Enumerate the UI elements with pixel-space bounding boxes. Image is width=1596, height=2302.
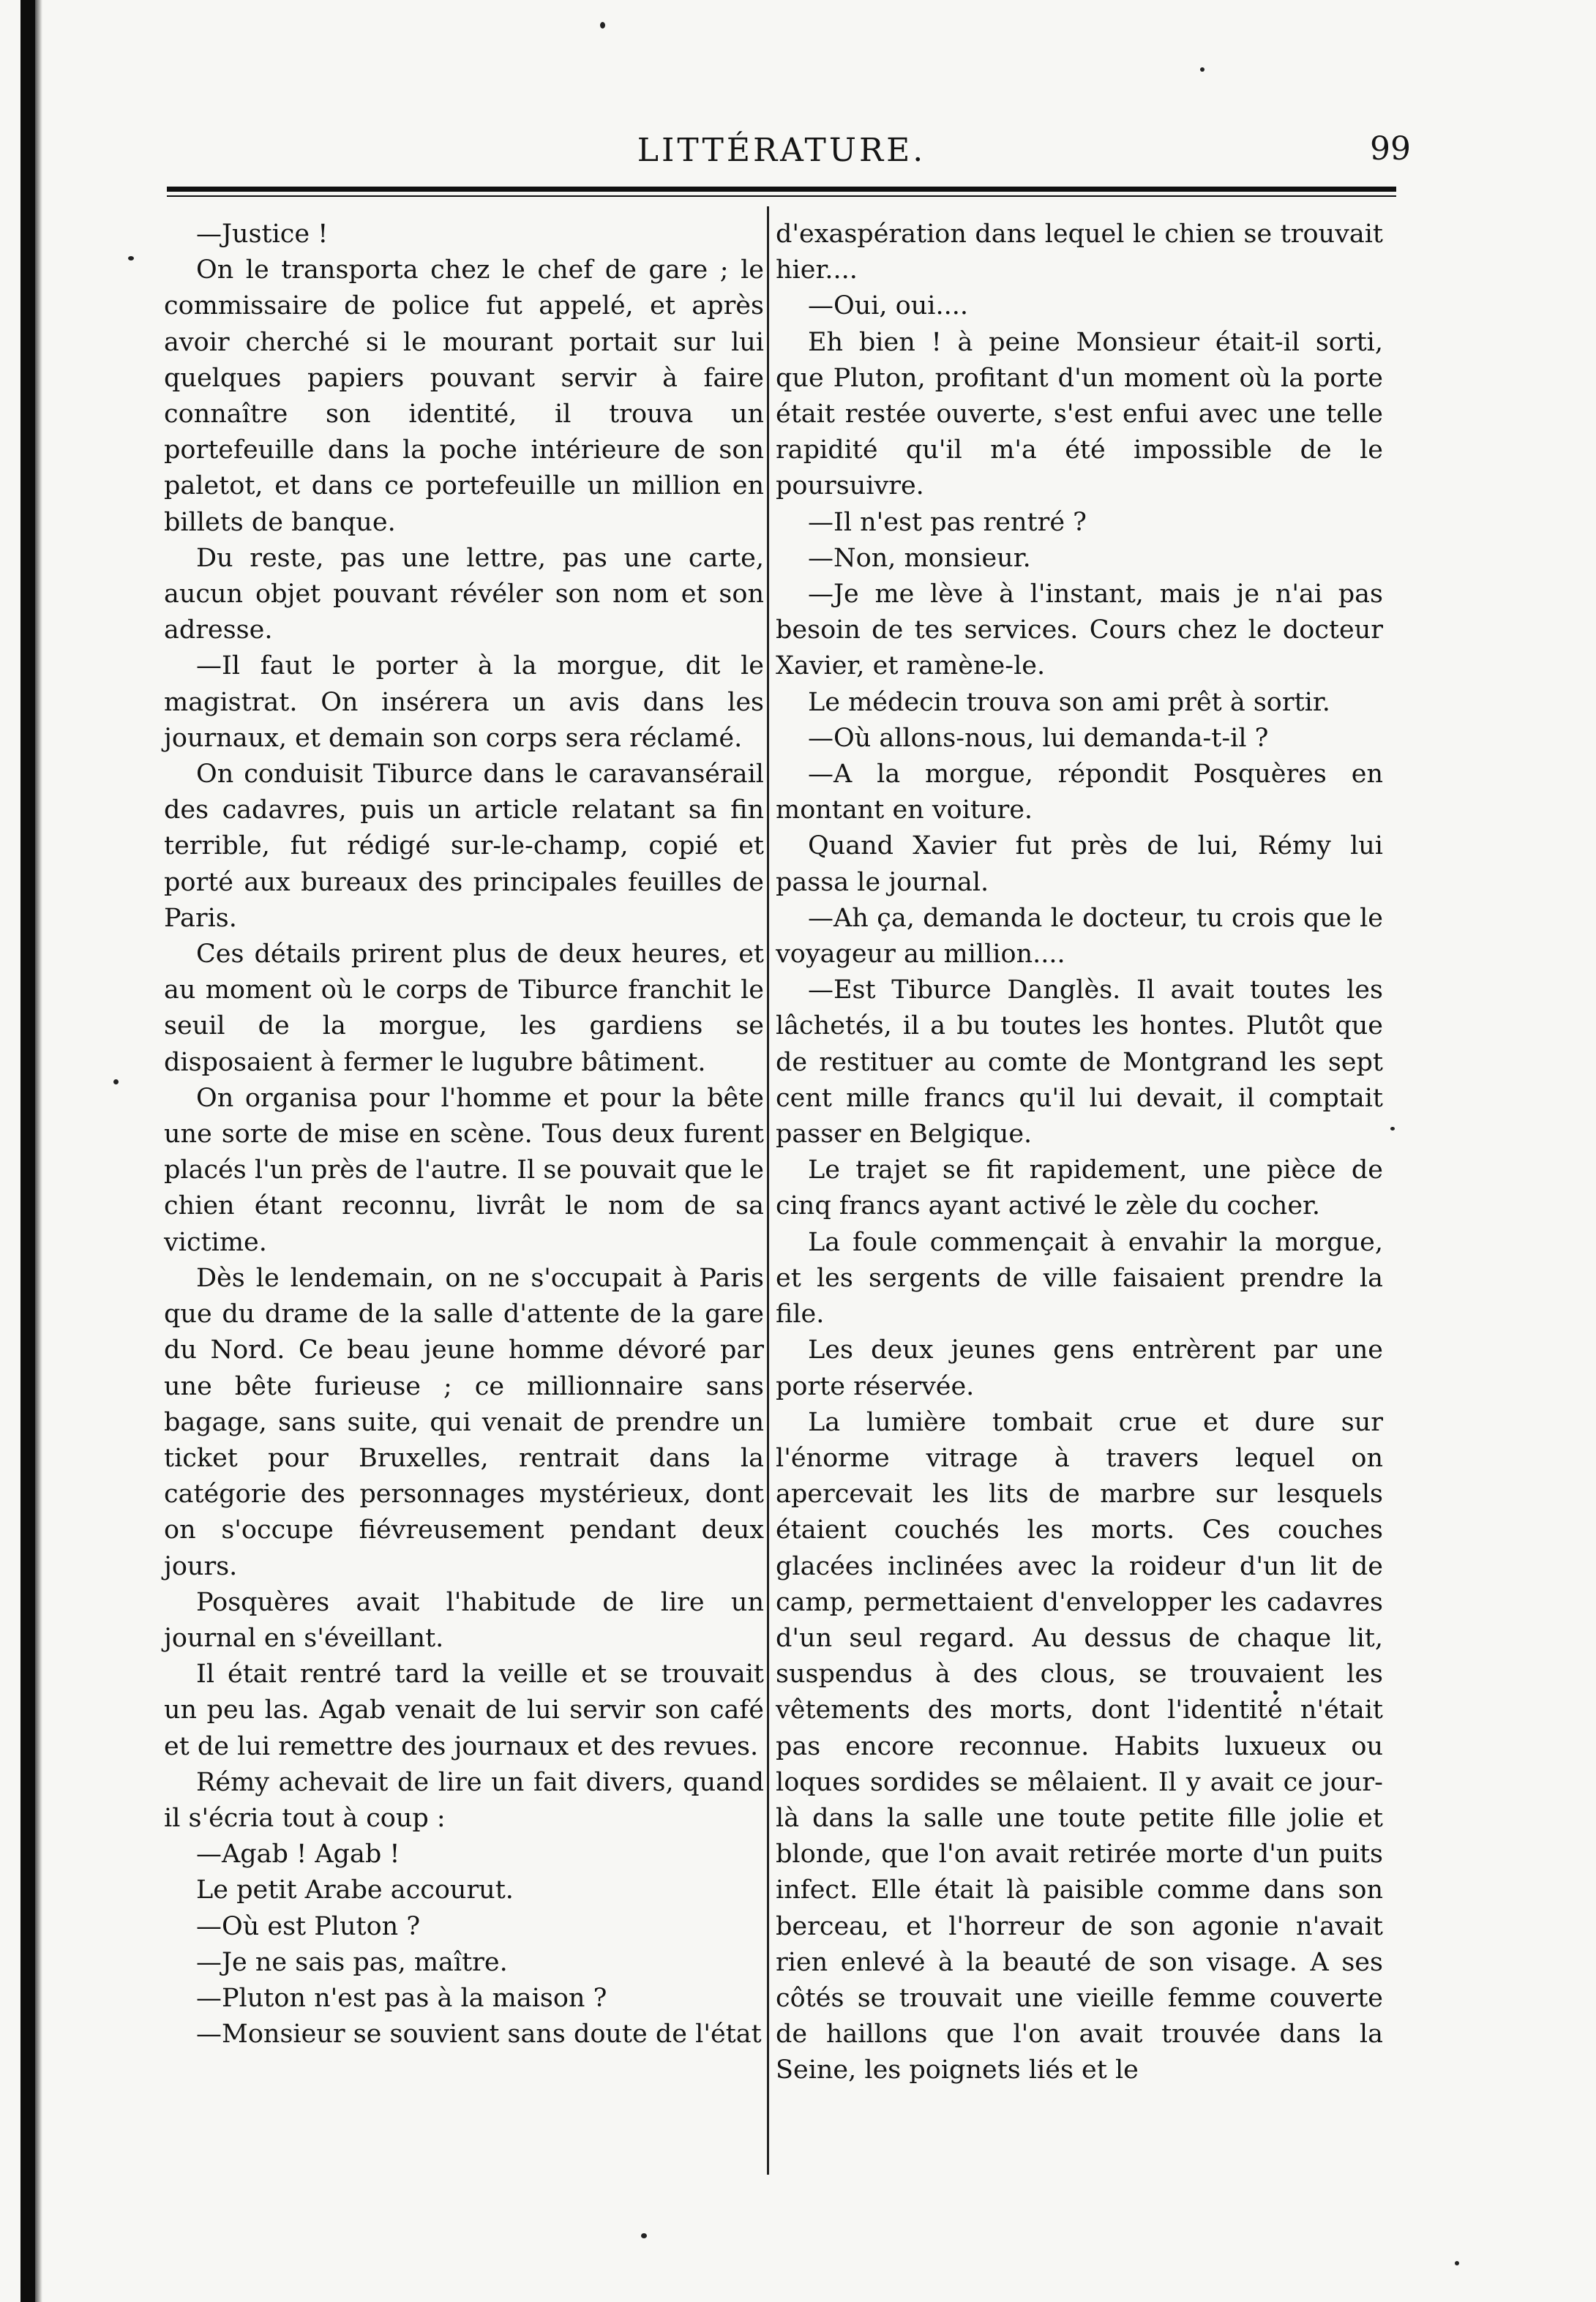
paragraph: La foule commençait à envahir la morgue, et les sergents de ville faisaient prendre la file. (776, 1227, 1383, 1330)
paragraph: —Non, monsieur. (808, 543, 1031, 573)
print-speck (1455, 2261, 1459, 2265)
paragraph: On conduisit Tiburce dans le caravansérail des cadavres, puis un article relatant sa fin terrible, fut rédigé sur-le-champ, copié et porté aux bureaux des principales feuilles de Paris. (164, 760, 764, 933)
paragraph: On le transporta chez le chef de gare ; le commissaire de police fut appelé, et après avoir cherché si le mourant portait sur lui quelques papiers pouvant servir à faire connaître son identité, il trouva un portefeuille dans la poche intérieure de son paletot, et dans ce portefeuille un million en billets de banque. (164, 255, 764, 537)
print-speck (1273, 1690, 1278, 1695)
paragraph: Il était rentré tard la veille et se trouvait un peu las. Agab venait de lui servir son café et de lui remettre des journaux et des revues. (164, 1660, 764, 1761)
header-rule-thin (167, 195, 1396, 197)
page-header (167, 124, 1411, 183)
binding-shadow (35, 0, 42, 2302)
print-speck (128, 256, 134, 260)
print-speck (600, 22, 605, 29)
page-number: 99 (1370, 130, 1411, 168)
right-text-column (776, 217, 1383, 2089)
paragraph: —A la morgue, répondit Posquères en montant en voiture. (776, 760, 1383, 825)
left-text-column (164, 217, 764, 2052)
paragraph: On organisa pour l'homme et pour la bête une sorte de mise en scène. Tous deux furent placés l'un près de l'autre. Il se pouvait que le chien étant reconnu, livrât le nom de sa victime. (164, 1083, 764, 1257)
paragraph: —Où allons-nous, lui demanda-t-il ? (808, 723, 1269, 753)
paragraph: —Justice ! (196, 220, 329, 249)
paragraph: Posquères avait l'habitude de lire un journal en s'éveillant. (164, 1587, 764, 1653)
paragraph: La lumière tombait crue et dure sur l'énorme vitrage à travers lequel on apercevait les lits de marbre sur lesquels étaient couchés les morts. Ces couches glacées inclinées avec la roideur d'un lit de camp, permettaient d'envelopper les cadavres d'un seul regard. Au dessus de chaque lit, suspendus à des clous, se trouvaient les vêtements des morts, dont l'identité n'était pas encore reconnue. Habits luxueux ou loques sordides se mêlaient. Il y avait ce jour-là dans la salle une toute petite fille jolie et blonde, que l'on avait retirée morte d'un puits infect. Elle était là paisible comme dans son berceau, et l'horreur de son agonie n'avait rien enlevé à la beauté de son visage. A ses côtés se trouvait une vieille femme couverte de haillons que l'on avait trouvée dans la Seine, les poignets liés et le (776, 1407, 1383, 2085)
paragraph: —Monsieur se souvient sans doute de l'état (196, 2020, 762, 2050)
column-divider (767, 206, 769, 2175)
paragraph: Rémy achevait de lire un fait divers, quand il s'écria tout à coup : (164, 1767, 764, 1833)
paragraph: Les deux jeunes gens entrèrent par une porte réservée. (776, 1335, 1383, 1401)
running-title: LITTÉRATURE. (637, 132, 926, 169)
page-binding-edge (20, 0, 35, 2302)
paragraph: —Il n'est pas rentré ? (808, 507, 1087, 537)
paragraph: —Ah ça, demanda le docteur, tu crois que le voyageur au million.... (776, 903, 1383, 970)
paragraph: Le petit Arabe accourut. (196, 1875, 514, 1905)
header-rule-thick (167, 187, 1396, 192)
paragraph: —Où est Pluton ? (196, 1911, 421, 1941)
paragraph: —Je ne sais pas, maître. (196, 1947, 508, 1977)
paragraph: Dès le lendemain, on ne s'occupait à Paris que du drame de la salle d'attente de la gare du Nord. Ce beau jeune homme dévoré par une bête furieuse ; ce millionnaire sans bagage, sans suite, qui venait de prendre un ticket pour Bruxelles, rentrait dans la catégorie des personnages mystérieux, dont on s'occupe fiévreusement pendant deux jours. (164, 1263, 764, 1581)
paragraph: —Il faut le porter à la morgue, dit le magistrat. On insérera un avis dans les journaux, et demain son corps sera réclamé. (164, 651, 764, 753)
paragraph-continued: d'exaspération dans lequel le chien se trouvait hier.... (776, 220, 1383, 285)
print-speck (1200, 67, 1205, 72)
paragraph: —Agab ! Agab ! (196, 1840, 400, 1870)
paragraph: —Est Tiburce Danglès. Il avait toutes les lâchetés, il a bu toutes les hontes. Plutôt que de restituer au comte de Montgrand les sept cent mille francs qu'il lui devait, il comptait passer en Belgique. (776, 975, 1383, 1150)
print-speck (1390, 1127, 1395, 1131)
paragraph: Ces détails prirent plus de deux heures, et au moment où le corps de Tiburce franchit le seuil de la morgue, les gardiens se disposaient à fermer le lugubre bâtiment. (164, 940, 764, 1077)
paragraph: —Oui, oui.... (808, 291, 968, 321)
paragraph: Le trajet se fit rapidement, une pièce de cinq francs ayant activé le zèle du cocher. (776, 1155, 1383, 1221)
paragraph: Le médecin trouva son ami prêt à sortir. (808, 687, 1330, 717)
paragraph: Eh bien ! à peine Monsieur était-il sorti, que Pluton, profitant d'un moment où la porte était restée ouverte, s'est enfui avec une telle rapidité qu'il m'a été impossible de le poursuivre. (776, 327, 1383, 501)
paragraph: —Pluton n'est pas à la maison ? (196, 1983, 607, 2013)
paragraph: Quand Xavier fut près de lui, Rémy lui passa le journal. (776, 831, 1383, 897)
paragraph: Du reste, pas une lettre, pas une carte, aucun objet pouvant révéler son nom et son adresse. (164, 543, 764, 645)
print-speck (113, 1079, 119, 1084)
paragraph: —Je me lève à l'instant, mais je n'ai pas besoin de tes services. Cours chez le docteur Xavier, et ramène-le. (776, 580, 1383, 681)
print-speck (641, 2233, 647, 2238)
